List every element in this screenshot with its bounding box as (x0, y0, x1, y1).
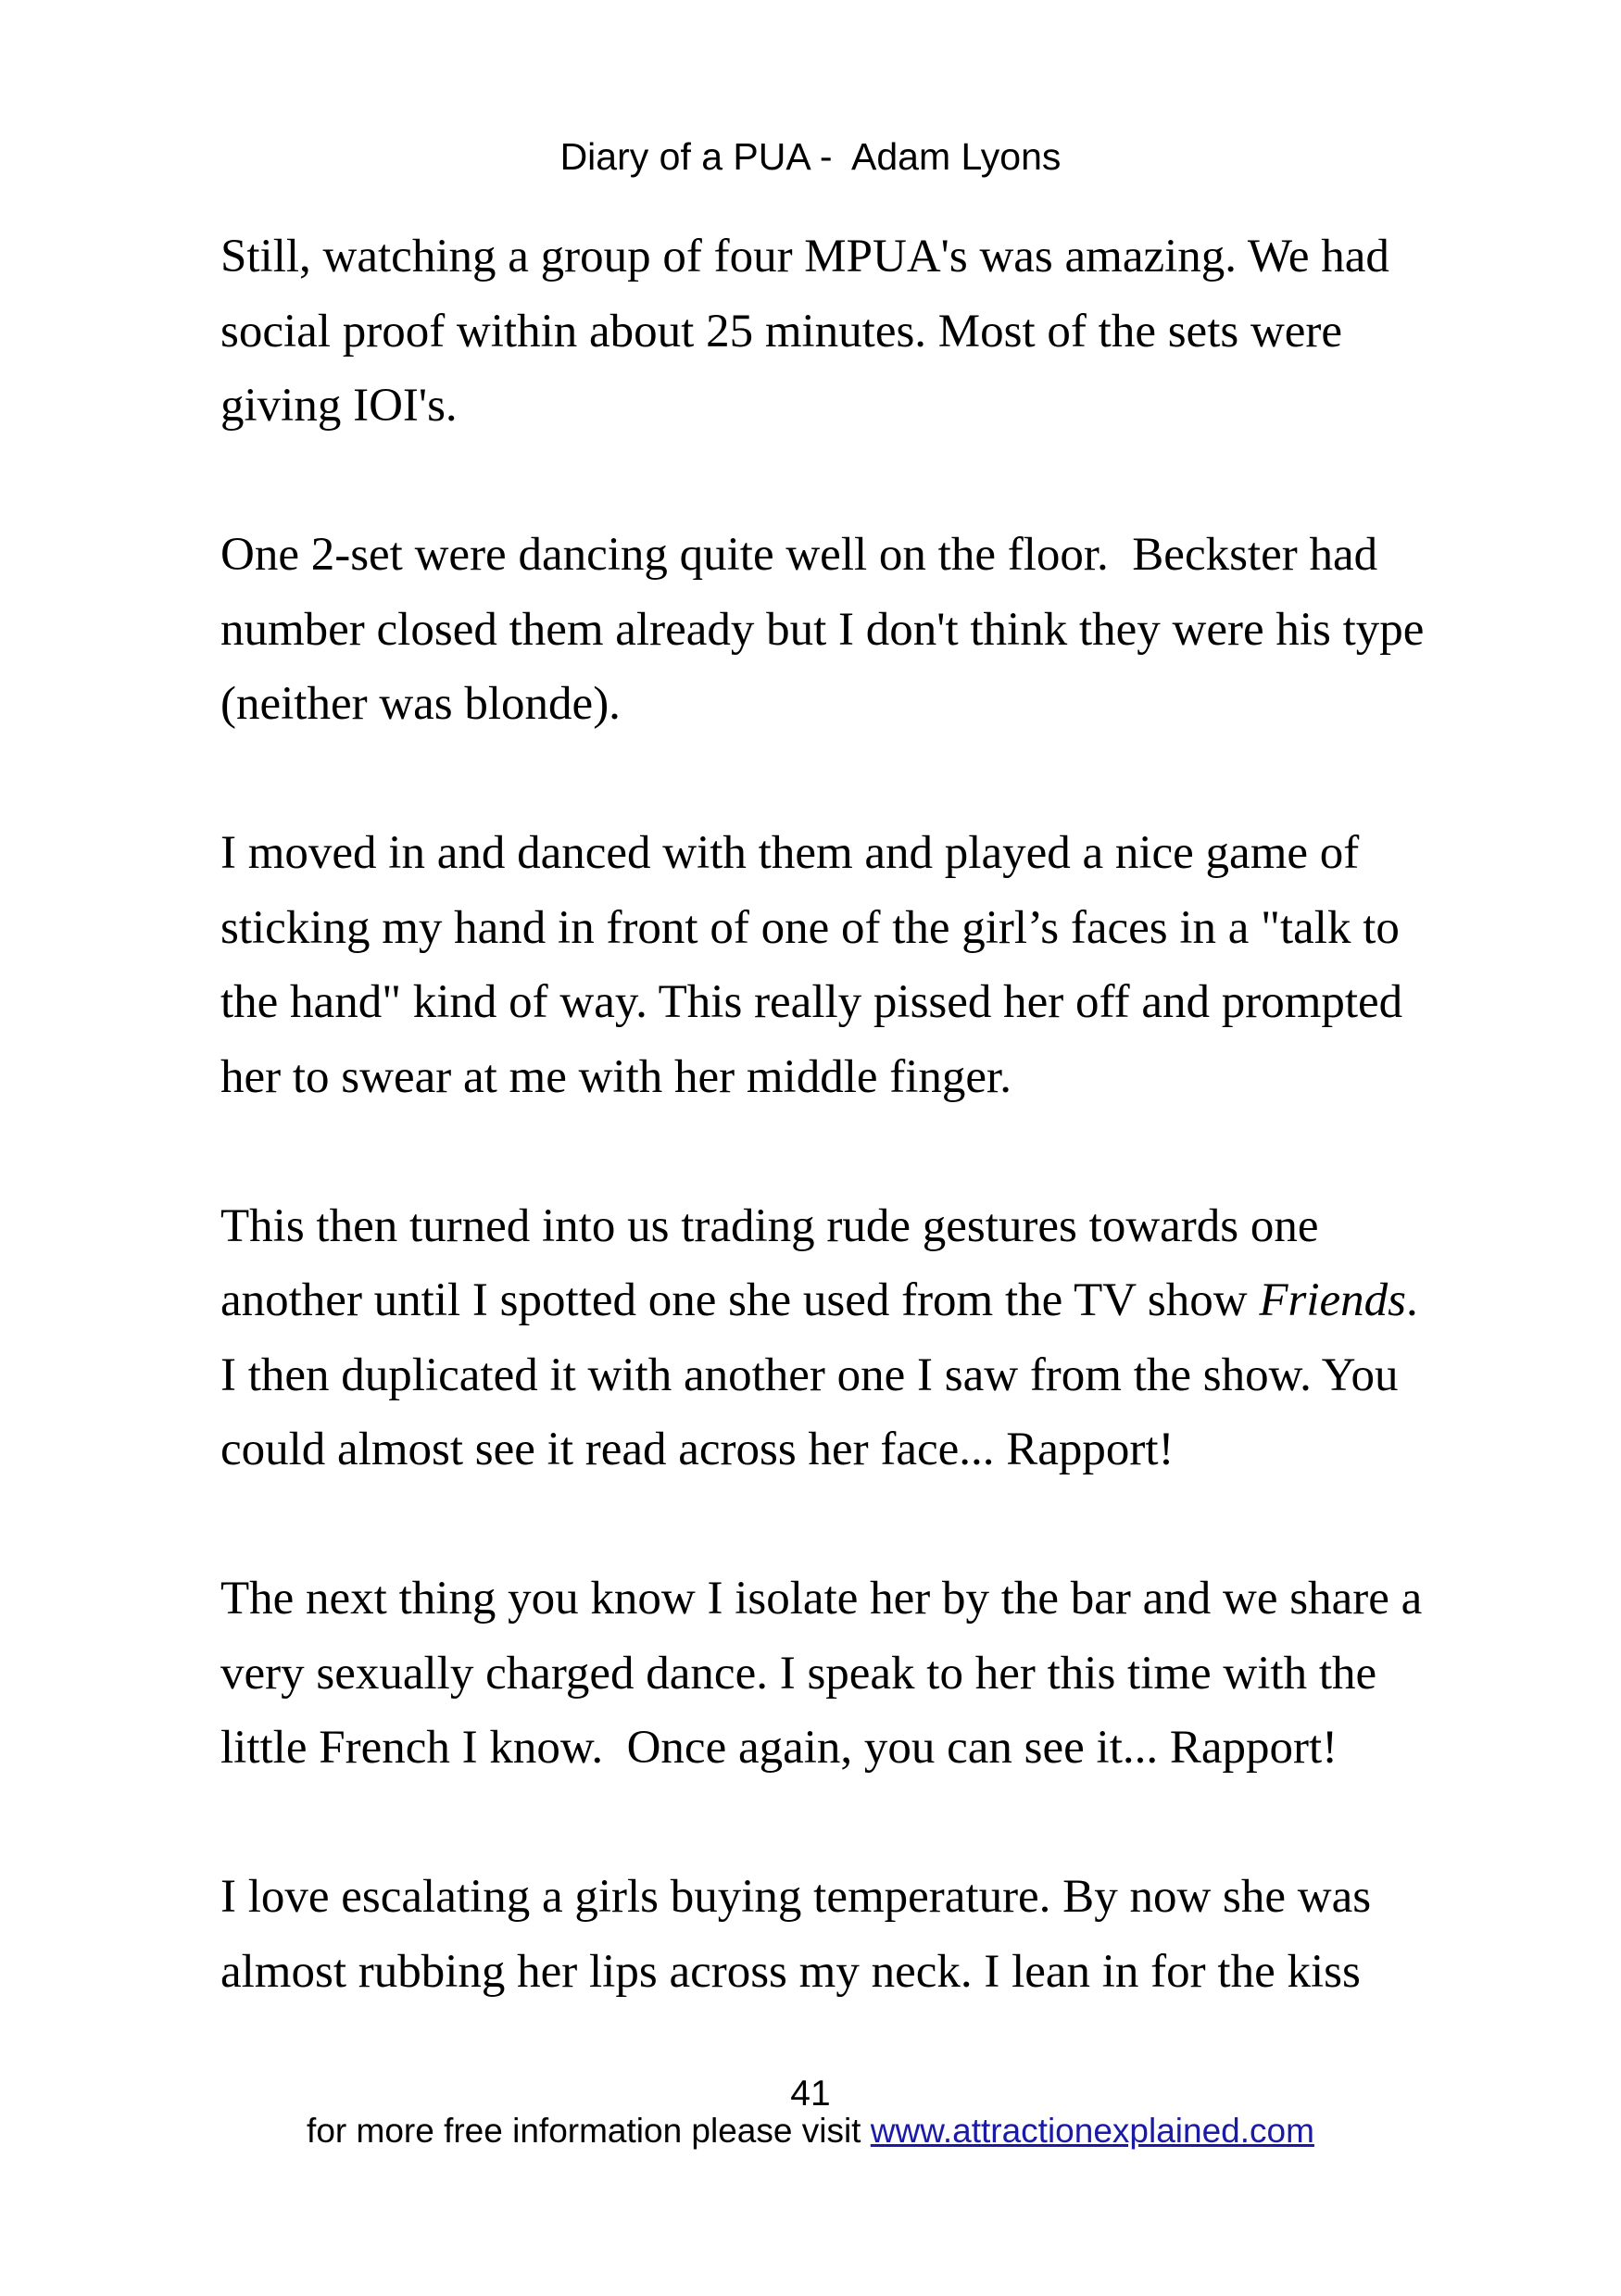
paragraph-2 (220, 518, 1425, 742)
text-line: social proof within about 25 minutes. Most of the sets were (220, 305, 1343, 358)
paragraph-6 (220, 1860, 1425, 2009)
text-line (220, 1263, 1425, 1338)
text-line: number closed them already but I don't think they were his type (220, 603, 1425, 656)
text-line: One 2-set were dancing quite well on the floor. Beckster had (220, 529, 1378, 581)
show-title: Friends (1259, 1274, 1407, 1326)
text-line: This then turned into us trading rude gestures towards one (220, 1199, 1319, 1252)
text-line: I then duplicated it with another one I saw from the show. You (220, 1349, 1399, 1401)
text-line: The next thing you know I isolate her by the bar and we share a (220, 1573, 1423, 1625)
footer-text: for more free information please visit (307, 2112, 871, 2150)
paragraph-3 (220, 816, 1425, 1114)
text-line: almost rubbing her lips across my neck. I lean in for the kiss (220, 1945, 1361, 1998)
text-line: I love escalating a girls buying temperature. By now she was (220, 1871, 1372, 1923)
text-line: could almost see it read across her face... Rapport! (220, 1424, 1175, 1475)
body-text (220, 220, 1425, 2084)
text-segment: . (1406, 1274, 1418, 1326)
text-line: giving IOI's. (220, 380, 458, 432)
text-line: little French I know. Once again, you can see it... Rapport! (220, 1722, 1338, 1774)
paragraph-5 (220, 1562, 1425, 1786)
page-number: 41 (790, 2074, 831, 2114)
text-line: sticking my hand in front of one of the girl’s faces in a "talk to (220, 901, 1400, 954)
page-header: Diary of a PUA - Adam Lyons (559, 135, 1062, 178)
paragraph-4 (220, 1189, 1425, 1487)
text-line: (neither was blonde). (220, 678, 621, 730)
text-segment: another until I spotted one she used from the TV show (220, 1274, 1260, 1326)
text-line: Still, watching a group of four MPUA's was amazing. We had (220, 231, 1389, 282)
text-line: the hand" kind of way. This really pissed her off and prompted (220, 976, 1403, 1028)
website-link[interactable]: www.attractionexplained.com (870, 2112, 1314, 2150)
footer (0, 2110, 1621, 2152)
text-line: I moved in and danced with them and played a nice game of (220, 827, 1360, 879)
text-line: her to swear at me with her middle finger. (220, 1050, 1012, 1103)
paragraph-1 (220, 220, 1425, 444)
text-line: very sexually charged dance. I speak to her this time with the (220, 1647, 1377, 1700)
